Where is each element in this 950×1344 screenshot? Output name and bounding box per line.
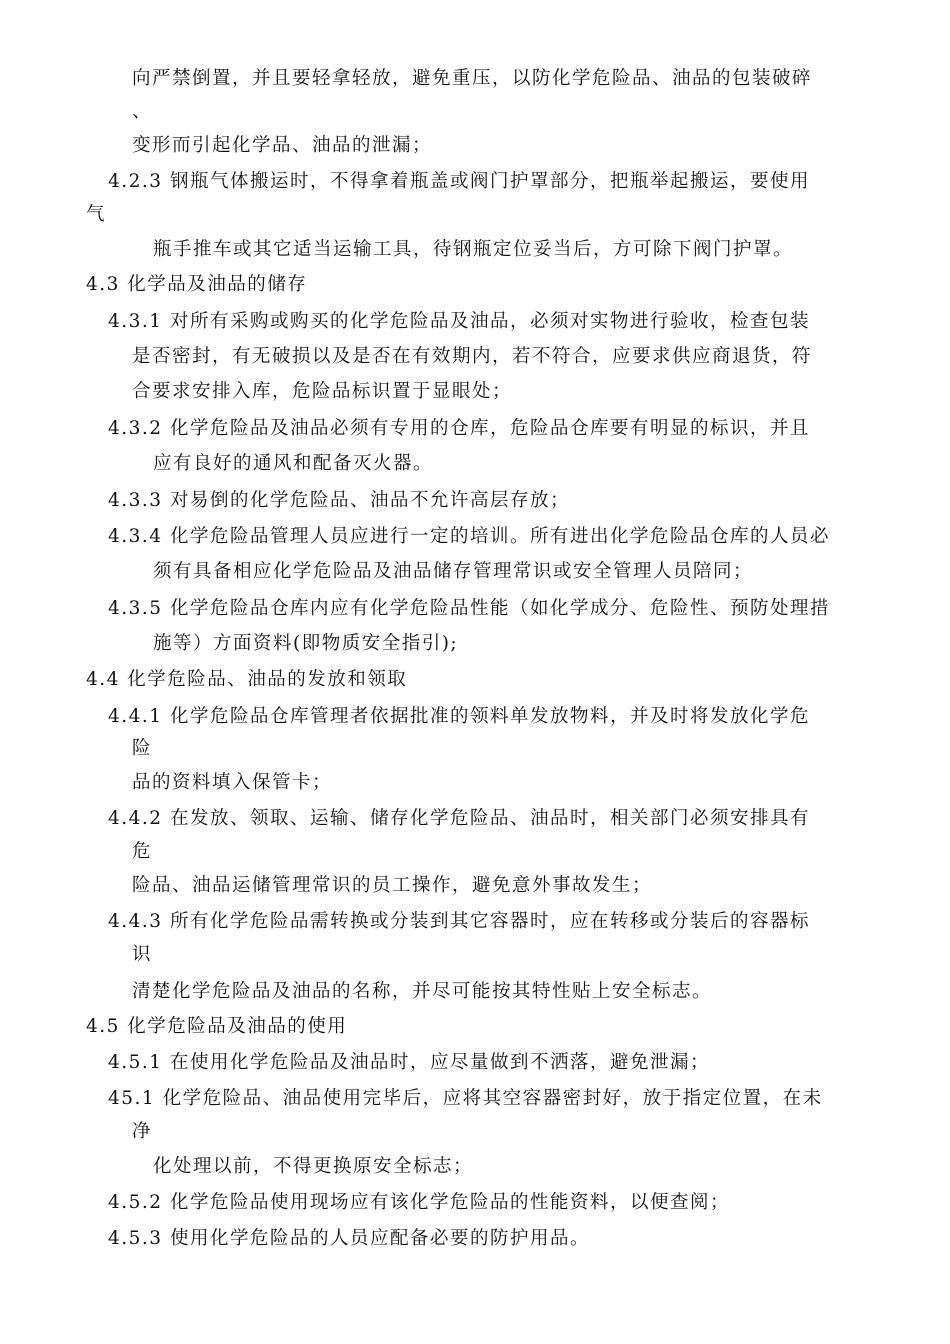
text-line: 净 (132, 1121, 153, 1142)
text-line: 化处理以前，不得更换原安全标志； (153, 1156, 474, 1177)
text-line: 、 (132, 101, 153, 122)
text-line: 4.4.2 在发放、领取、运输、储存化学危险品、油品时，相关部门必须安排具有 (108, 808, 810, 829)
text-line: 须有具备相应化学危险品及油品储存管理常识或安全管理人员陪同； (153, 561, 754, 582)
text-line: 4.5.3 使用化学危险品的人员应配备必要的防护用品。 (108, 1228, 590, 1249)
text-line: 4.5.1 在使用化学危险品及油品时，应尽量做到不洒落，避免泄漏； (108, 1052, 710, 1073)
text-line: 4.2.3 钢瓶气体搬运时，不得拿着瓶盖或阀门护罩部分，把瓶举起搬运，要使用 (108, 171, 810, 192)
text-line: 45.1 化学危险品、油品使用完毕后，应将其空容器密封好，放于指定位置，在未 (108, 1088, 823, 1109)
text-line: 4.4.3 所有化学危险品需转换或分装到其它容器时，应在转移或分装后的容器标 (108, 911, 810, 932)
text-line: 合要求安排入库，危险品标识置于显眼处； (132, 381, 513, 402)
section-heading: 4.3 化学品及油品的储存 (86, 274, 308, 295)
text-line: 险品、油品运储管理常识的员工操作，避免意外事故发生； (132, 875, 653, 896)
text-line: 瓶手推车或其它适当运输工具，待钢瓶定位妥当后，方可除下阀门护罩。 (153, 239, 794, 260)
text-line: 是否密封，有无破损以及是否在有效期内，若不符合，应要求供应商退货，符 (132, 346, 813, 367)
text-line: 4.4.1 化学危险品仓库管理者依据批准的领料单发放物料，并及时将发放化学危 (108, 706, 810, 727)
text-line: 品的资料填入保管卡； (132, 772, 333, 793)
section-heading: 4.5 化学危险品及油品的使用 (86, 1016, 348, 1037)
text-line: 向严禁倒置，并且要轻拿轻放，避免重压，以防化学危险品、油品的包装破碎 (132, 68, 813, 89)
text-line: 气 (86, 204, 107, 225)
text-line: 4.3.2 化学危险品及油品必须有专用的仓库，危险品仓库要有明显的标识，并且 (108, 418, 810, 439)
text-line: 4.3.3 对易倒的化学危险品、油品不允许高层存放； (108, 490, 570, 511)
text-line: 识 (132, 944, 153, 965)
text-line: 4.3.1 对所有采购或购买的化学危险品及油品，必须对实物进行验收，检查包装 (108, 311, 810, 332)
text-line: 4.3.4 化学危险品管理人员应进行一定的培训。所有进出化学危险品仓库的人员必 (108, 526, 830, 547)
text-line: 险 (132, 738, 153, 759)
text-line: 危 (132, 841, 153, 862)
text-line: 应有良好的通风和配备灭火器。 (153, 453, 434, 474)
text-line: 施等）方面资料(即物质安全指引); (153, 633, 459, 654)
text-line: 清楚化学危险品及油品的名称，并尽可能按其特性贴上安全标志。 (132, 981, 713, 1002)
section-heading: 4.4 化学危险品、油品的发放和领取 (86, 669, 408, 690)
text-line: 4.3.5 化学危险品仓库内应有化学危险品性能（如化学成分、危险性、预防处理措 (108, 598, 830, 619)
text-line: 4.5.2 化学危险品使用现场应有该化学危险品的性能资料，以便查阅； (108, 1192, 730, 1213)
text-line: 变形而引起化学品、油品的泄漏； (132, 135, 433, 156)
